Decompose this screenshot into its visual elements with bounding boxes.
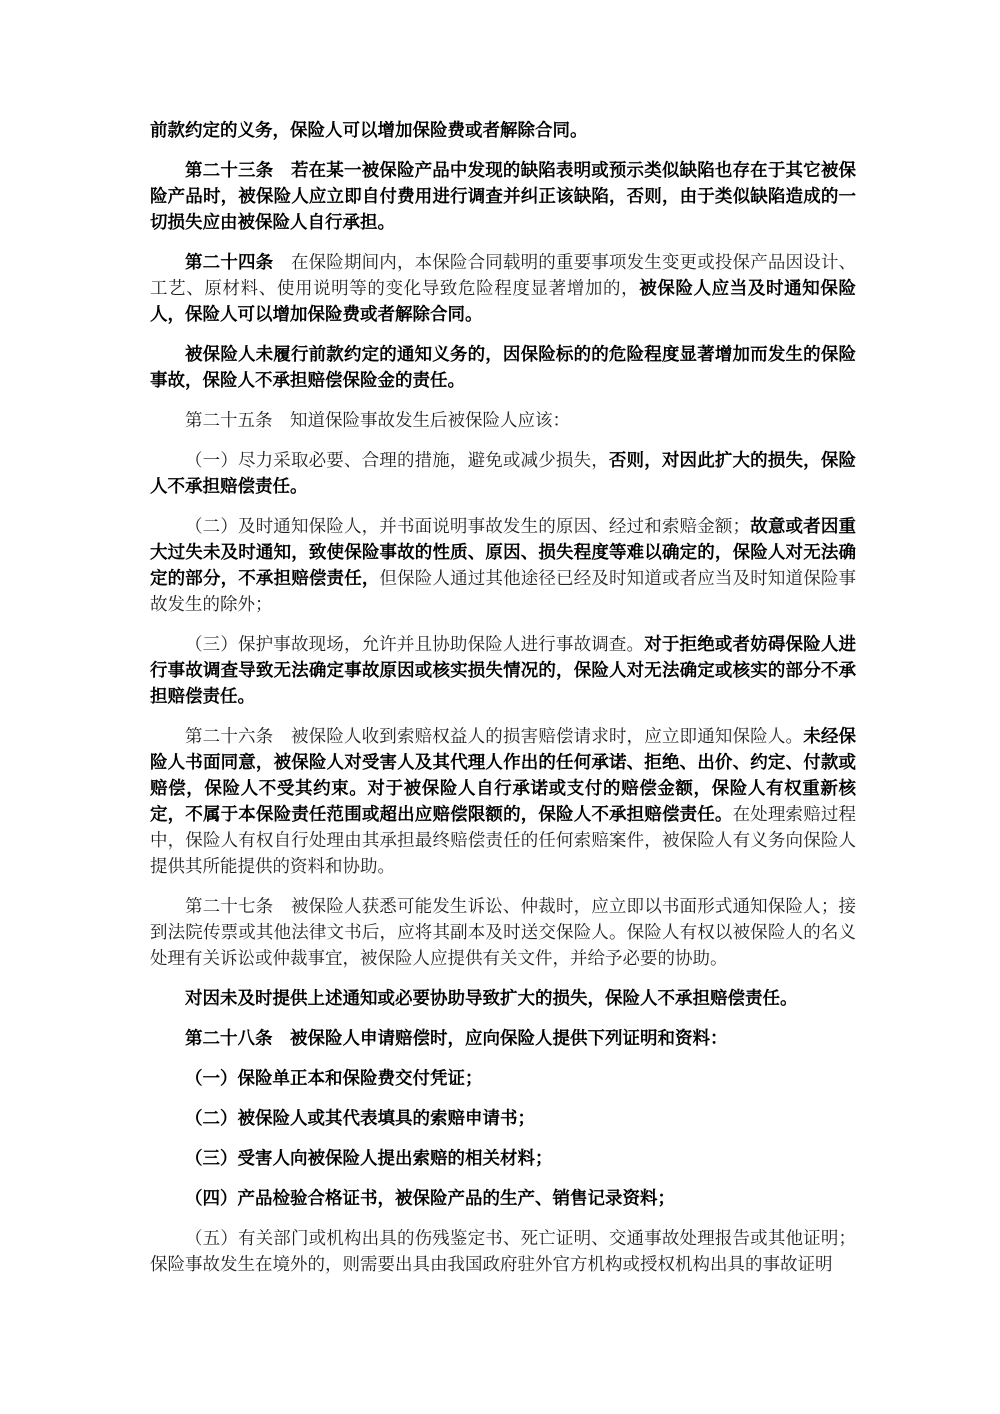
paragraph <box>150 893 856 971</box>
bold-text-run: 对因未及时提供上述通知或必要协助导致扩大的损失，保险人不承担赔偿责任。 <box>185 988 798 1008</box>
text-run: （五）有关部门或机构出具的伤残鉴定书、死亡证明、交通事故处理报告或其他证明；保险事故发生在境外的，则需要出具由我国政府驻外官方机构或授权机构出具的事故证明 <box>150 1228 856 1274</box>
paragraph <box>150 1025 856 1051</box>
bold-text-run: 被保险人应当及时通知保险人，保险人可以增加保险费或者解除合同。 <box>150 278 857 324</box>
paragraph <box>150 341 856 393</box>
paragraph <box>150 1225 856 1277</box>
text-run: （一）尽力采取必要、合理的措施，避免或减少损失， <box>185 450 609 470</box>
text-run: 第二十六条 被保险人收到索赔权益人的损害赔偿请求时，应立即通知保险人。 <box>185 726 804 746</box>
paragraph <box>150 1145 856 1171</box>
bold-text-run: 前款约定的义务，保险人可以增加保险费或者解除合同。 <box>150 120 588 140</box>
bold-text-run: 第二十三条 若在某一被保险产品中发现的缺陷表明或预示类似缺陷也存在于其它被保险产品时，被保险人应立即自付费用进行调查并纠正该缺陷，否则，由于类似缺陷造成的一切损失应由被保险人自行承担。 <box>150 160 856 232</box>
paragraph <box>150 723 856 879</box>
paragraph <box>150 1105 856 1131</box>
paragraph <box>150 447 856 499</box>
paragraph <box>150 249 856 327</box>
bold-text-run: 否则，对因此扩大的损失，保险人不承担赔偿责任。 <box>150 450 856 496</box>
paragraph <box>150 631 856 709</box>
paragraph <box>150 513 856 617</box>
bold-text-run: （二）被保险人或其代表填具的索赔申请书； <box>185 1108 535 1128</box>
text-run: 在处理索赔过程中，保险人有权自行处理由其承担最终赔偿责任的任何索赔案件，被保险人有义务向保险人提供其所能提供的资料和协助。 <box>150 804 857 876</box>
paragraph <box>150 157 856 235</box>
document-body <box>150 117 856 1277</box>
text-run: 第二十七条 被保险人获悉可能发生诉讼、仲裁时，应立即以书面形式通知保险人；接到法院传票或其他法律文书后，应将其副本及时送交保险人。保险人有权以被保险人的名义处理有关诉讼或仲裁事宜，被保险人应提供有关文件，并给予必要的协助。 <box>150 896 856 968</box>
text-run: （三）保护事故现场，允许并且协助保险人进行事故调查。 <box>185 634 645 654</box>
text-run: （二）及时通知保险人，并书面说明事故发生的原因、经过和索赔金额； <box>185 516 751 536</box>
bold-text-run: （三）受害人向被保险人提出索赔的相关材料； <box>185 1148 553 1168</box>
bold-text-run: 未经保险人书面同意，被保险人对受害人及其代理人作出的任何承诺、拒绝、出价、约定、付款或赔偿，保险人不受其约束。对于被保险人自行承诺或支付的赔偿金额，保险人有权重新核定，不属于本保险责任范围或超出应赔偿限额的，保险人不承担赔偿责任。 <box>150 726 857 824</box>
bold-text-run: 对于拒绝或者妨碍保险人进行事故调查导致无法确定事故原因或核实损失情况的，保险人对无法确定或核实的部分不承担赔偿责任。 <box>150 634 857 706</box>
text-run: 但保险人通过其他途径已经及时知道或者应当及时知道保险事故发生的除外； <box>150 568 856 614</box>
bold-text-run: 第二十四条 <box>185 252 274 272</box>
bold-text-run: （一）保险单正本和保险费交付凭证； <box>185 1068 483 1088</box>
paragraph <box>150 117 856 143</box>
bold-text-run: 被保险人未履行前款约定的通知义务的，因保险标的的危险程度显著增加而发生的保险事故，保险人不承担赔偿保险金的责任。 <box>150 344 856 390</box>
bold-text-run: 第二十八条 被保险人申请赔偿时，应向保险人提供下列证明和资料： <box>185 1028 728 1048</box>
paragraph <box>150 985 856 1011</box>
text-run: 第二十五条 知道保险事故发生后被保险人应该： <box>185 410 570 430</box>
text-run: 在保险期间内，本保险合同载明的重要事项发生变更或投保产品因设计、工艺、原材料、使用说明等的变化导致危险程度显著增加的， <box>150 252 856 298</box>
bold-text-run: 故意或者因重大过失未及时通知，致使保险事故的性质、原因、损失程度等难以确定的，保险人对无法确定的部分，不承担赔偿责任， <box>150 516 857 588</box>
paragraph <box>150 407 856 433</box>
paragraph <box>150 1065 856 1091</box>
paragraph <box>150 1185 856 1211</box>
bold-text-run: （四）产品检验合格证书，被保险产品的生产、销售记录资料； <box>185 1188 675 1208</box>
